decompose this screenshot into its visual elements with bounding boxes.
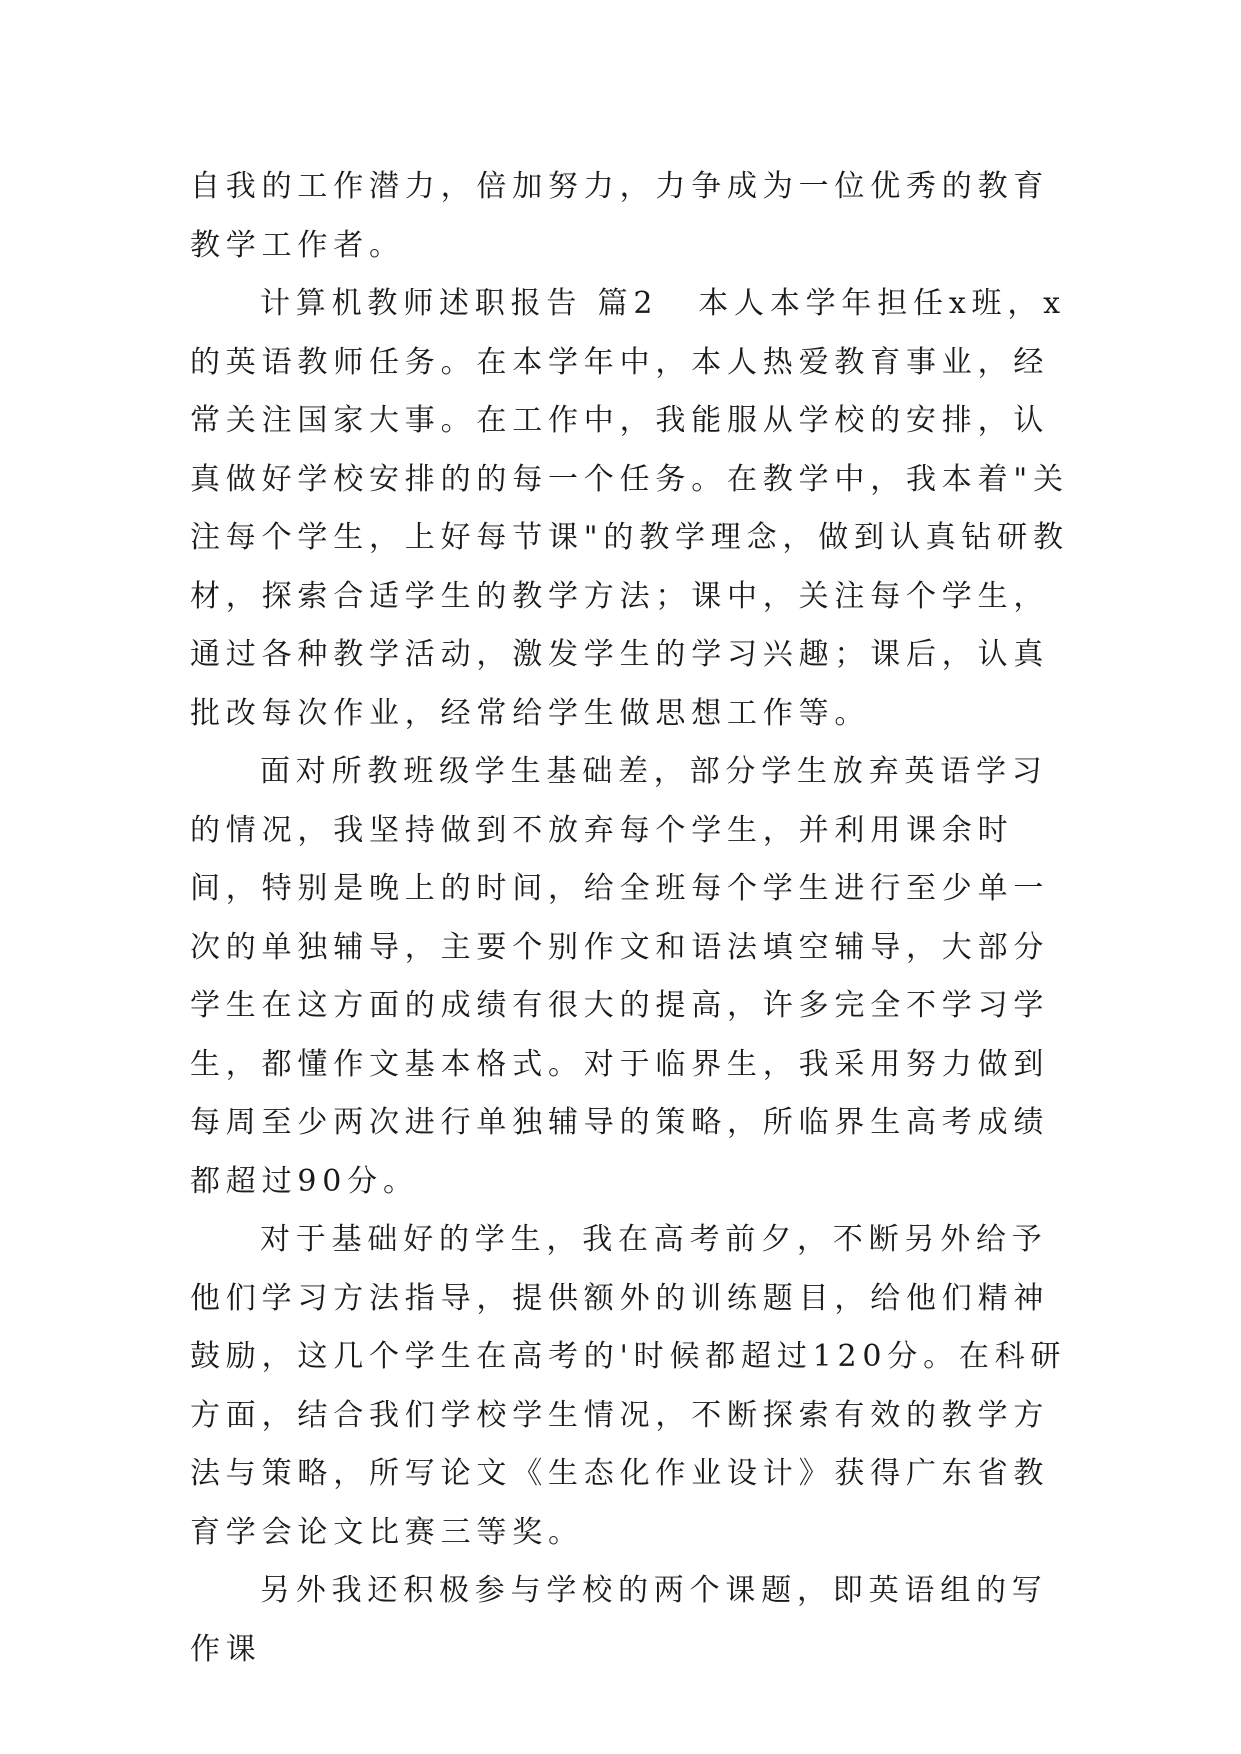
paragraph bbox=[190, 1211, 1070, 1562]
paragraph bbox=[190, 1562, 1070, 1679]
paragraph-text: 自我的工作潜力，倍加努力，力争成为一位优秀的教育教学工作者。 bbox=[190, 169, 1050, 263]
section-heading: 计算机教师述职报告 篇2 bbox=[260, 286, 659, 321]
paragraph-text: 另外我还积极参与学校的两个课题，即英语组的写作课 bbox=[190, 1573, 1048, 1667]
paragraph-text: 面对所教班级学生基础差，部分学生放弃英语学习的情况，我坚持做到不放弃每个学生，并利用课余时间，特别是晚上的时间，给全班每个学生进行至少单一次的单独辅导，主要个别作文和语法填空辅导，大部分学生在这方面的成绩有很大的提高，许多完全不学习学生，都懂作文基本格式。对于临界生，我采用努力做到每周至少两次进行单独辅导的策略，所临界生高考成绩都超过90分。 bbox=[190, 754, 1050, 1199]
paragraph-text: 本人本学年担任x班，x的英语教师任务。在本学年中，本人热爱教育事业，经常关注国家大事。在工作中，我能服从学校的安排，认真做好学校安排的的每一个任务。在教学中，我本着"关注每个学生，上好每节课"的教学理念，做到认真钻研教材，探索合适学生的教学方法；课中，关注每个学生，通过各种教学活动，激发学生的学习兴趣；课后，认真批改每次作业，经常给学生做思想工作等。 bbox=[190, 286, 1069, 731]
paragraph bbox=[190, 743, 1070, 1211]
paragraph-continuation bbox=[190, 158, 1070, 275]
document-body bbox=[190, 158, 1070, 1679]
paragraph-section-2 bbox=[190, 275, 1070, 743]
paragraph-text: 对于基础好的学生，我在高考前夕，不断另外给予他们学习方法指导，提供额外的训练题目，给他们精神鼓励，这几个学生在高考的'时候都超过120分。在科研方面，结合我们学校学生情况，不断探索有效的教学方法与策略，所写论文《生态化作业设计》获得广东省教育学会论文比赛三等奖。 bbox=[190, 1222, 1067, 1550]
